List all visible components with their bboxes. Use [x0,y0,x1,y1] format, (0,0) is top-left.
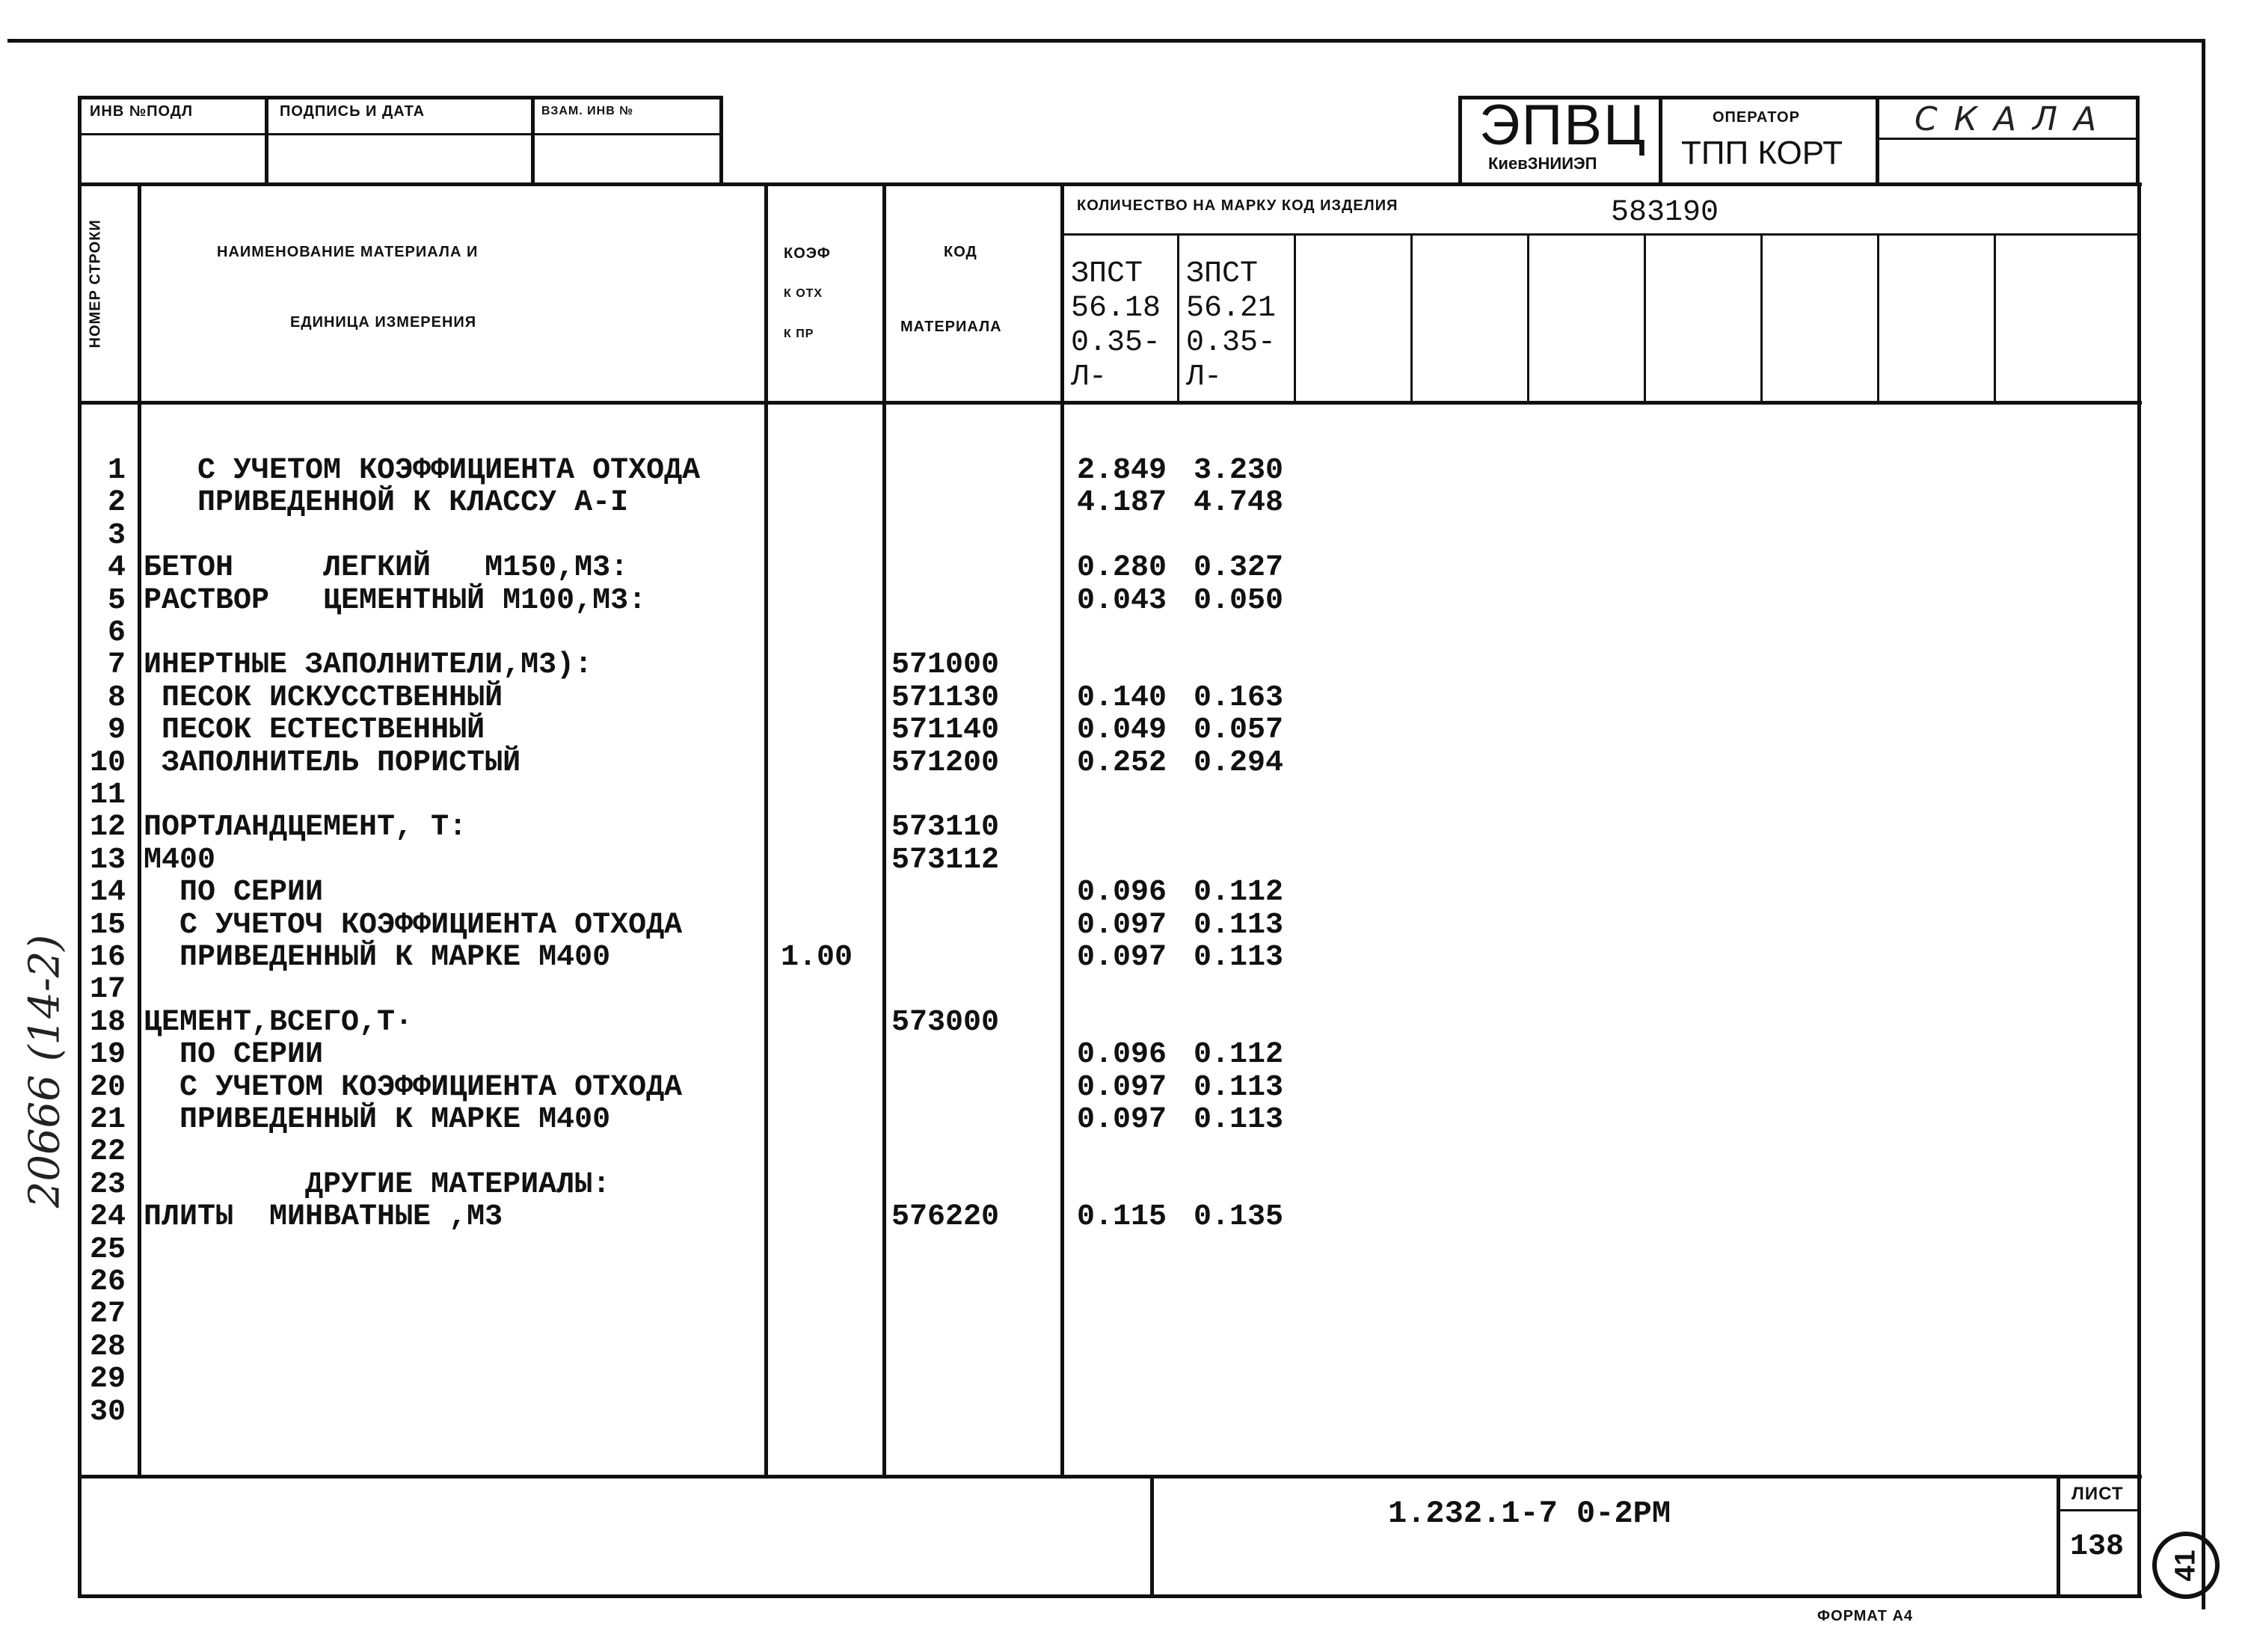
material-name: БЕТОН ЛЕГКИЙ М150,М3: [144,551,629,586]
material-name: РАСТВОР ЦЕМЕНТНЫЙ М100,М3: [144,583,647,618]
material-name: ПРИВЕДЕННОЙ К КЛАССУ А-I [144,486,629,521]
row-number: 29 [89,1363,126,1397]
row-number: 18 [89,1005,126,1040]
material-name: М400 [144,843,216,877]
product-col-1-l1: ЗПСТ [1071,257,1143,291]
material-name: ПЕСОК ЕСТЕСТВЕННЫЙ [144,713,485,748]
header-code-2: МАТЕРИАЛА [900,319,1002,335]
right-border [2202,39,2205,1609]
material-name: ПОРТЛАНДЦЕМЕНТ, Т: [144,811,467,845]
row-number: 26 [89,1265,126,1299]
qty-col-1: 0.096 [1077,876,1167,910]
format-label: ФОРМАТ А4 [1817,1608,1914,1624]
header-quantity: КОЛИЧЕСТВО НА МАРКУ КОД ИЗДЕЛИЯ [1077,197,1398,214]
row-number: 4 [107,551,126,586]
product-col-2-l3: 0.35- [1186,326,1277,360]
product-col-1-l3: 0.35- [1071,326,1161,360]
row-number: 16 [89,941,126,974]
product-col-1-l4: Л- [1071,360,1108,394]
row-number: 28 [89,1330,126,1364]
row-number: 17 [89,973,126,1007]
qty-col-1: 0.097 [1077,1070,1167,1105]
org-sub: КиевЗНИИЭП [1488,154,1597,173]
qty-col-2: 4.748 [1194,486,1284,521]
operator-handwritten: СКАЛА [1914,100,2113,138]
header-product-code: 583190 [1611,196,1719,230]
material-name: ПРИВЕДЕННЫЙ К МАРКЕ М400 [144,941,611,974]
material-name: ПО СЕРИИ [144,876,324,910]
header-coef-3: К ПР [784,328,814,340]
row-number: 13 [89,843,126,877]
product-col-1-l2: 56.18 [1071,292,1161,325]
stamp-vzam-inv: ВЗАМ. ИНВ № [541,105,634,117]
sheet-circle-mark [2152,1532,2220,1599]
product-col-2-l4: Л- [1186,360,1223,394]
qty-col-2: 0.163 [1194,681,1284,715]
circle-mark-text: 41 [2169,1549,2202,1582]
product-col-2-l1: ЗПСТ [1186,257,1259,291]
row-number: 20 [89,1070,126,1105]
qty-col-1: 4.187 [1077,486,1167,521]
product-col-1 [1071,257,1161,395]
qty-col-2: 0.112 [1194,1038,1284,1072]
qty-col-1: 0.097 [1077,908,1167,942]
material-name: ПЛИТЫ МИНВАТНЫЕ ,М3 [144,1200,503,1235]
operator-value: ТПП КОРТ [1681,135,1843,171]
row-number: 30 [89,1395,126,1429]
top-border [7,39,2205,43]
row-number: 19 [89,1038,126,1072]
qty-col-2: 0.112 [1194,876,1284,910]
row-number: 22 [89,1135,126,1170]
row-number: 9 [107,713,126,748]
sheet-label: ЛИСТ [2072,1484,2124,1504]
row-number: 1 [107,454,126,488]
stamp-inv-podl: ИНВ №ПОДЛ [90,103,194,120]
material-name: ПРИВЕДЕННЫЙ К МАРКЕ М400 [144,1103,611,1137]
qty-col-2: 3.230 [1194,454,1284,488]
row-number: 21 [89,1103,126,1137]
row-number: 12 [89,811,126,845]
material-name: ДРУГИЕ МАТЕРИАЛЫ: [144,1167,611,1202]
stamp-podpis-data: ПОДПИСЬ И ДАТА [280,103,426,120]
product-col-2-l2: 56.21 [1186,292,1277,325]
row-number: 24 [89,1200,126,1235]
qty-col-2: 0.327 [1194,551,1284,586]
qty-col-1: 2.849 [1077,454,1167,488]
material-name: ПО СЕРИИ [144,1038,324,1072]
qty-col-2: 0.050 [1194,583,1284,618]
side-handwritten-note: 20666 (14-2) [20,934,70,1209]
qty-col-1: 0.096 [1077,1038,1167,1072]
row-number: 25 [89,1232,126,1267]
row-number: 11 [89,779,126,812]
row-number: 8 [107,681,126,715]
row-number: 10 [89,746,126,780]
qty-col-1: 0.043 [1077,583,1167,618]
material-name: С УЧЕТОЧ КОЭФФИЦИЕНТА ОТХОДА [144,908,683,942]
sheet-number: 138 [2070,1530,2125,1564]
qty-col-2: 0.113 [1194,908,1284,942]
material-name: С УЧЕТОМ КОЭФФИЦИЕНТА ОТХОДА [144,1070,683,1105]
operator-label: ОПЕРАТОР [1713,109,1800,126]
product-col-2 [1186,257,1276,395]
qty-col-2: 0.113 [1194,1103,1284,1137]
qty-col-1: 0.280 [1077,551,1167,586]
header-material-2: ЕДИНИЦА ИЗМЕРЕНИЯ [290,314,477,331]
row-number: 2 [107,486,126,521]
material-code: 571140 [891,713,1000,748]
qty-col-2: 0.057 [1194,713,1284,748]
row-number: 3 [107,518,126,553]
header-coef-1: КОЭФ [784,245,831,262]
material-name: ЗАПОЛНИТЕЛЬ ПОРИСТЫЙ [144,746,521,780]
material-name: С УЧЕТОМ КОЭФФИЦИЕНТА ОТХОДА [144,454,701,488]
header-coef-2: К ОТХ [784,287,823,300]
qty-col-1: 0.097 [1077,941,1167,974]
header-material-1: НАИМЕНОВАНИЕ МАТЕРИАЛА И [217,244,479,260]
row-number: 15 [89,908,126,942]
qty-col-1: 0.097 [1077,1103,1167,1137]
qty-col-1: 0.049 [1077,713,1167,748]
row-number: 23 [89,1167,126,1202]
coef-value: 1.00 [781,941,853,974]
material-name: ПЕСОК ИСКУССТВЕННЫЙ [144,681,503,715]
qty-col-2: 0.294 [1194,746,1284,780]
material-code: 571130 [891,681,1000,715]
material-code: 573000 [891,1005,1000,1040]
qty-col-1: 0.140 [1077,681,1167,715]
row-number: 7 [107,648,126,683]
qty-col-1: 0.115 [1077,1200,1167,1235]
org-name: ЭПВЦ [1479,93,1647,157]
material-code: 573110 [891,811,1000,845]
row-number: 27 [89,1298,126,1332]
material-code: 571000 [891,648,1000,683]
material-name: ИНЕРТНЫЕ ЗАПОЛНИТЕЛИ,М3): [144,648,593,683]
row-number: 6 [107,616,126,650]
row-number: 14 [89,876,126,910]
row-number: 5 [107,583,126,618]
qty-col-2: 0.113 [1194,941,1284,974]
header-code-1: КОД [944,244,977,260]
qty-col-2: 0.135 [1194,1200,1284,1235]
material-code: 573112 [891,843,1000,877]
material-name: ЦЕМЕНТ,ВСЕГО,Т· [144,1005,414,1040]
material-code: 571200 [891,746,1000,780]
qty-col-1: 0.252 [1077,746,1167,780]
header-row-no: НОМЕР СТРОКИ [87,219,104,348]
material-code: 576220 [891,1200,1000,1235]
doc-code: 1.232.1-7 0-2РМ [1388,1496,1671,1532]
qty-col-2: 0.113 [1194,1070,1284,1105]
